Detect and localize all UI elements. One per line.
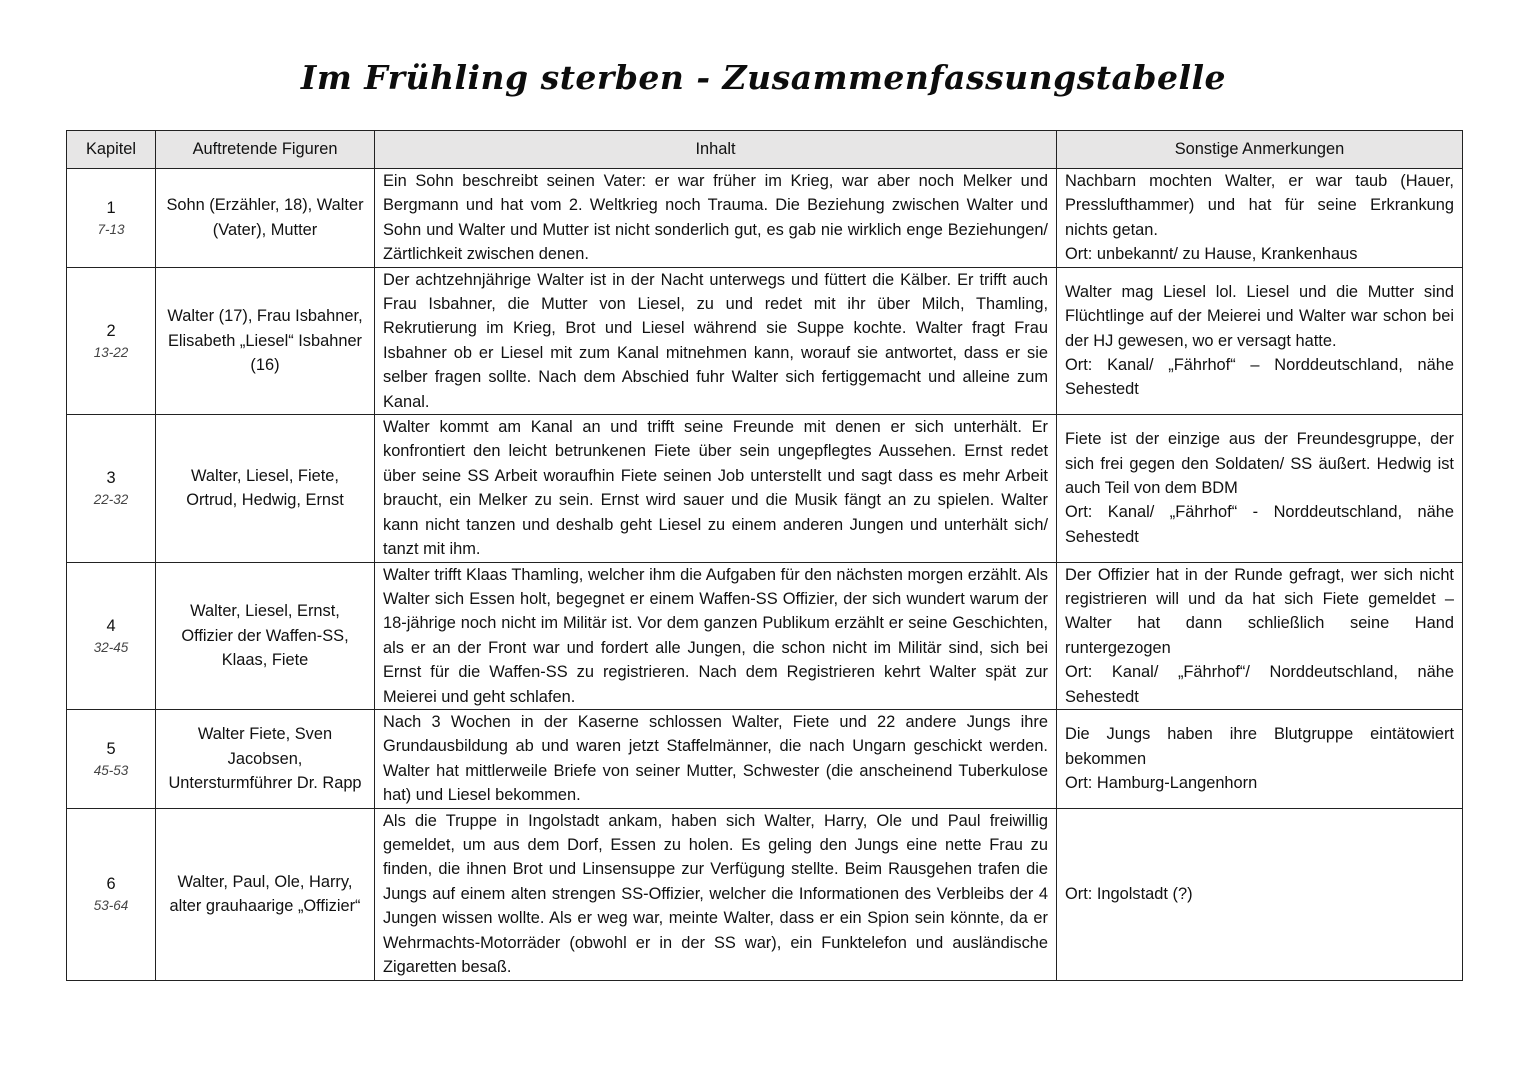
chapter-pages: 32-45 xyxy=(93,639,129,655)
notes-location: Ort: unbekannt/ zu Hause, Krankenhaus xyxy=(1065,245,1358,264)
notes-location: Ort: Kanal/ „Fährhof“ – Norddeutschland, nähe Sehestedt xyxy=(1065,356,1454,399)
notes-text: Walter mag Liesel lol. Liesel und die Mutter sind Flüchtlinge auf der Meierei und Walter war schon bei der HJ gewesen, wo er versagt hatte. xyxy=(1065,282,1454,350)
characters-cell: Walter, Liesel, Fiete, Ortrud, Hedwig, Ernst xyxy=(156,415,375,562)
notes-cell xyxy=(1057,808,1463,980)
chapter-cell xyxy=(67,415,156,562)
notes-text: Fiete ist der einzige aus der Freundesgruppe, der sich frei gegen den Soldaten/ SS äußert. Hedwig ist auch Teil von dem BDM xyxy=(1065,430,1454,498)
summary-table xyxy=(66,130,1463,981)
chapter-number: 6 xyxy=(106,874,116,893)
characters-cell: Walter (17), Frau Isbahner, Elisabeth „Liesel“ Isbahner (16) xyxy=(156,267,375,414)
notes-text: Der Offizier hat in der Runde gefragt, wer sich nicht registrieren will und da hat sich Fiete gemeldet – Walter hat dann schließlich seine Hand runtergezogen xyxy=(1065,565,1454,657)
chapter-pages: 7-13 xyxy=(97,222,125,238)
chapter-number: 2 xyxy=(106,321,116,340)
characters-cell: Walter Fiete, Sven Jacobsen, Untersturmführer Dr. Rapp xyxy=(156,709,375,808)
header-row xyxy=(67,131,1463,169)
table-row xyxy=(67,562,1463,709)
chapter-cell xyxy=(67,562,156,709)
notes-cell xyxy=(1057,562,1463,709)
table-row xyxy=(67,808,1463,980)
content-cell: Walter trifft Klaas Thamling, welcher ihm die Aufgaben für den nächsten morgen erzählt. Als Walter sich Essen holt, begegnet er einem Waffen-SS Offizier, der sich wundert warum der 18-jährige noch nicht im Militär ist. Vor dem ganzen Publikum erzählt er seine Geschichten, als er an der Front war und fordert alle Jungen, die schon nicht im Militär sind, sich bei Ernst für die Waffen-SS zu registrieren. Nach dem Registrieren kehrt Walter spät zur Meierei und geht schlafen. xyxy=(375,562,1057,709)
content-cell: Der achtzehnjährige Walter ist in der Nacht unterwegs und füttert die Kälber. Er trifft auch Frau Isbahner, die Mutter von Liesel, zu und redet mit ihr über Milch, Thamling, Rekrutierung im Krieg, Brot und Liesel während sie Suppe kochte. Walter fragt Frau Isbahner ob er Liesel mit zum Kanal mitnehmen kann, worauf sie antwortet, dass er sie selber fragen sollte. Nach dem Abschied fuhr Walter sich fertiggemacht und alleine zum Kanal. xyxy=(375,267,1057,414)
header-kapitel: Kapitel xyxy=(67,131,156,169)
page-title: Im Frühling sterben - Zusammenfassungstabelle xyxy=(300,58,1227,97)
chapter-number: 1 xyxy=(106,198,116,217)
header-anmerkungen: Sonstige Anmerkungen xyxy=(1057,131,1463,169)
chapter-pages: 22-32 xyxy=(93,492,129,508)
content-cell: Nach 3 Wochen in der Kaserne schlossen Walter, Fiete und 22 andere Jungs ihre Grundausbildung ab und waren jetzt Staffelmänner, die nach Ungarn geschickt werden. Walter hat mittlerweile Briefe von seiner Mutter, Schwester (die anscheinend Tuberkulose hat) und Liesel bekommen. xyxy=(375,709,1057,808)
chapter-cell xyxy=(67,808,156,980)
notes-location: Ort: Ingolstadt (?) xyxy=(1065,884,1193,903)
characters-cell: Walter, Liesel, Ernst, Offizier der Waffen-SS, Klaas, Fiete xyxy=(156,562,375,709)
content-cell: Ein Sohn beschreibt seinen Vater: er war früher im Krieg, war aber noch Melker und Bergmann und hat vom 2. Weltkrieg noch Trauma. Die Beziehung zwischen Walter und Sohn und Walter und Mutter ist nicht sonderlich gut, es gab nie wirklich enge Beziehungen/ Zärtlichkeit zwischen denen. xyxy=(375,169,1057,268)
notes-cell xyxy=(1057,415,1463,562)
content-cell: Als die Truppe in Ingolstadt ankam, haben sich Walter, Harry, Ole und Paul freiwillig gemeldet, um aus dem Dorf, Essen zu holen. Es geling den Jungs eine nette Frau zu finden, die ihnen Brot und Linsensuppe zur Verfügung stellte. Beim Rausgehen trafen die Jungs auf einem alten strengen SS-Offizier, welcher die Informationen des Verbleibs der 4 Jungen wissen wollte. Als er weg war, meinte Walter, dass er ein Spion sein könnte, da er Wehrmachts-Motorräder (obwohl er in der SS war), ein Funktelefon und ausländische Zigaretten besaß. xyxy=(375,808,1057,980)
chapter-number: 3 xyxy=(106,469,116,488)
notes-text: Die Jungs haben ihre Blutgruppe eintätowiert bekommen xyxy=(1065,725,1454,768)
notes-cell xyxy=(1057,709,1463,808)
header-figuren: Auftretende Figuren xyxy=(156,131,375,169)
chapter-pages: 53-64 xyxy=(93,898,129,914)
notes-cell xyxy=(1057,169,1463,268)
chapter-pages: 45-53 xyxy=(93,762,129,778)
notes-cell xyxy=(1057,267,1463,414)
chapter-cell xyxy=(67,709,156,808)
chapter-number: 5 xyxy=(106,739,116,758)
notes-location: Ort: Kanal/ „Fährhof“ - Norddeutschland, nähe Sehestedt xyxy=(1065,503,1454,546)
chapter-cell xyxy=(67,169,156,268)
notes-location: Ort: Hamburg-Langenhorn xyxy=(1065,773,1258,792)
characters-cell: Sohn (Erzähler, 18), Walter (Vater), Mutter xyxy=(156,169,375,268)
chapter-number: 4 xyxy=(106,616,116,635)
table-row xyxy=(67,267,1463,414)
chapter-pages: 13-22 xyxy=(93,345,129,361)
notes-text: Nachbarn mochten Walter, er war taub (Hauer, Presslufthammer) und hat für seine Erkrankung nichts getan. xyxy=(1065,172,1454,239)
chapter-cell xyxy=(67,267,156,414)
notes-location: Ort: Kanal/ „Fährhof“/ Norddeutschland, nähe Sehestedt xyxy=(1065,663,1454,706)
table-row xyxy=(67,709,1463,808)
characters-cell: Walter, Paul, Ole, Harry, alter grauhaarige „Offizier“ xyxy=(156,808,375,980)
table-row xyxy=(67,169,1463,268)
content-cell: Walter kommt am Kanal an und trifft seine Freunde mit denen er sich unterhält. Er konfrontiert den leicht betrunkenen Fiete über sein ungepflegtes Aussehen. Ernst redet über seine SS Arbeit woraufhin Fiete seinen Job unterstellt und sagt dass es mehr Arbeit braucht, ein Melker zu sein. Ernst wird sauer und die Musik fängt an zu spielen. Walter kann nicht tanzen und deshalb geht Liesel zu einem anderen Jungen und unterhält sich/ tanzt mit ihm. xyxy=(375,415,1057,562)
table-row xyxy=(67,415,1463,562)
header-inhalt: Inhalt xyxy=(375,131,1057,169)
